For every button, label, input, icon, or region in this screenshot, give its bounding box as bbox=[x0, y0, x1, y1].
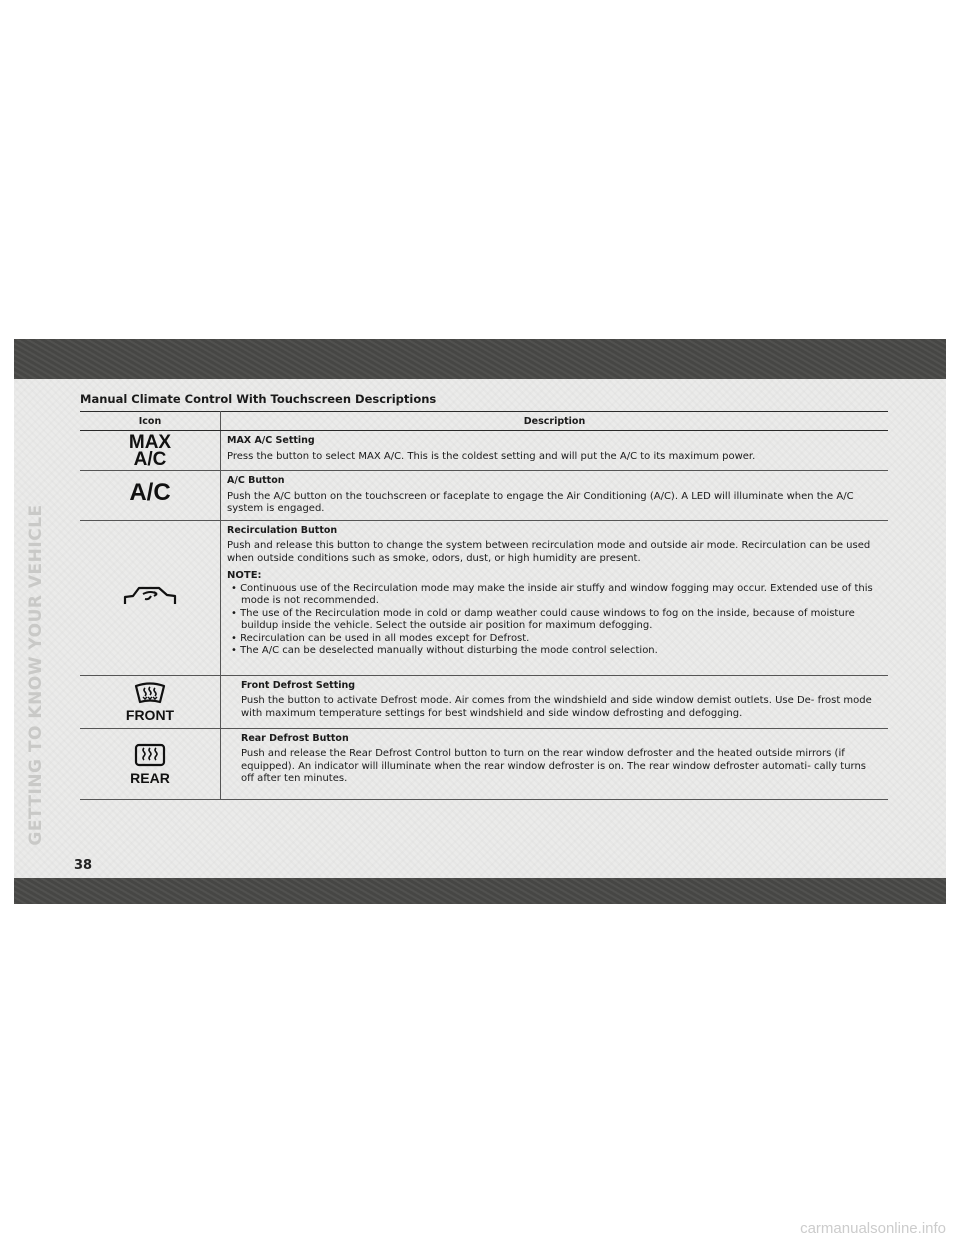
max-ac-icon-line2: A/C bbox=[133, 448, 167, 470]
row-title: MAX A/C Setting bbox=[227, 435, 315, 446]
row-title: A/C Button bbox=[227, 475, 285, 486]
row-title: Recirculation Button bbox=[227, 524, 338, 536]
rear-defrost-caption: REAR bbox=[130, 770, 170, 786]
row-title: Front Defrost Setting bbox=[241, 679, 356, 691]
row-description: Push the A/C button on the touchscreen or faceplate to engage the Air Conditioning (A/C). A LED will illuminate when the A/C system is engaged. bbox=[227, 490, 854, 514]
ac-icon bbox=[80, 471, 221, 521]
note-list bbox=[227, 583, 882, 658]
row-title: Rear Defrost Button bbox=[241, 732, 349, 744]
row-description: Push the button to activate Defrost mode. Air comes from the windshield and side window demist outlets. Use De- frost mode with maximum temperature settings for best windshield and side window defrosting and defogging. bbox=[241, 695, 872, 719]
section-side-label: GETTING TO KNOW YOUR VEHICLE bbox=[26, 504, 46, 846]
manual-page bbox=[14, 339, 946, 904]
front-defrost-icon bbox=[80, 675, 221, 728]
note-label: NOTE: bbox=[227, 570, 262, 581]
list-item: • Continuous use of the Recirculation mode may make the inside air stuffy and window fogging may occur. Extended use of this mode is not recommended. bbox=[227, 583, 882, 608]
climate-control-table bbox=[80, 411, 888, 800]
max-ac-icon-line1: MAX bbox=[128, 431, 172, 453]
watermark: carmanualsonline.info bbox=[800, 1220, 946, 1237]
front-defrost-caption: FRONT bbox=[125, 707, 175, 723]
footer-band bbox=[14, 878, 946, 904]
ac-icon-text: A/C bbox=[129, 478, 171, 506]
table-row bbox=[80, 675, 888, 728]
list-item: • The A/C can be deselected manually without disturbing the mode control selection. bbox=[227, 645, 882, 658]
table-header-row bbox=[80, 412, 888, 431]
header-band bbox=[14, 339, 946, 379]
list-item: • The use of the Recirculation mode in cold or damp weather could cause windows to fog on the inside, because of moisture buildup inside the vehicle. Select the outside air position for maximum defogging. bbox=[227, 608, 882, 633]
row-description: Push and release the Rear Defrost Control button to turn on the rear window defroster and the heated outside mirrors (if equipped). An indicator will illuminate when the rear window defroster is on. The rear window defroster automati- cally turns off after ten minutes. bbox=[241, 748, 867, 784]
rear-defrost-svg bbox=[133, 743, 167, 767]
rear-defrost-icon bbox=[80, 728, 221, 799]
page-number: 38 bbox=[74, 858, 93, 873]
table-row bbox=[80, 471, 888, 521]
recirculation-car-svg bbox=[121, 582, 179, 608]
list-item: • Recirculation can be used in all modes except for Defrost. bbox=[227, 633, 882, 646]
front-defrost-svg bbox=[133, 682, 167, 704]
row-description: Push and release this button to change the system between recirculation mode and outside air mode. Recirculation can be used when outside conditions such as smoke, odors, dust, or high humidity are present. bbox=[227, 540, 871, 564]
recirculation-icon bbox=[80, 520, 221, 675]
icon-column-header: Icon bbox=[80, 412, 221, 431]
table-row bbox=[80, 431, 888, 471]
table-row bbox=[80, 520, 888, 675]
row-description: Press the button to select MAX A/C. This is the coldest setting and will put the A/C to its maximum power. bbox=[227, 450, 756, 462]
max-ac-icon bbox=[80, 431, 221, 471]
table-row bbox=[80, 728, 888, 799]
description-column-header: Description bbox=[221, 412, 889, 431]
section-title: Manual Climate Control With Touchscreen Descriptions bbox=[80, 392, 437, 406]
